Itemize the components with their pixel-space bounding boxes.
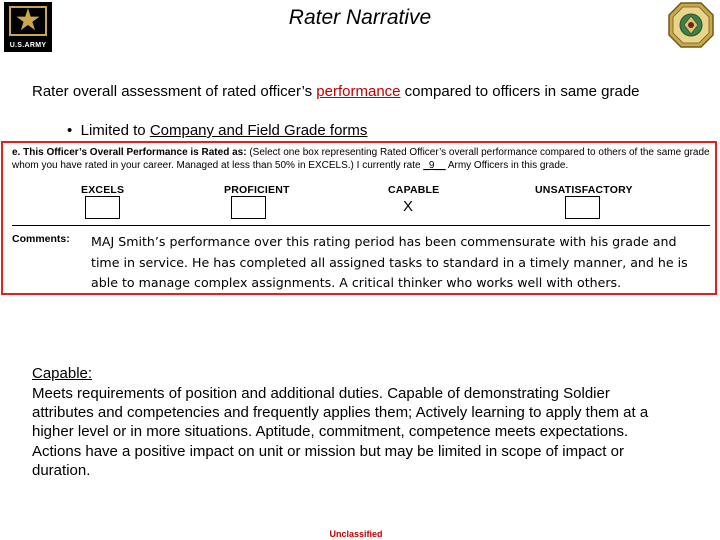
rating-label-excels: EXCELS — [81, 184, 125, 196]
page-title: Rater Narrative — [288, 6, 432, 29]
army-star-icon: ★ — [14, 3, 42, 38]
intro-text-before: Rater overall assessment of rated officer’s — [32, 83, 317, 100]
intro-highlight: performance — [316, 83, 401, 100]
form-instruction — [12, 147, 716, 172]
rating-checkbox-proficient[interactable] — [231, 196, 266, 219]
rating-checkbox-excels[interactable] — [85, 196, 120, 219]
rated-count: _9__ — [423, 159, 446, 171]
dod-seal-icon — [667, 1, 715, 49]
rating-checkbox-unsatisfactory[interactable] — [565, 196, 600, 219]
bullet-underlined-text: Company and Field Grade forms — [149, 122, 368, 139]
army-logo-text: U.S.ARMY — [9, 42, 47, 49]
comments-label: Comments: — [12, 233, 70, 245]
form-item-label: e. This Officer’s Overall Performance is Rated as: — [12, 147, 247, 158]
form-divider — [12, 225, 710, 226]
rating-mark-capable[interactable]: X — [402, 198, 413, 215]
bullet-symbol: • — [67, 122, 73, 139]
bullet-text: Limited to — [80, 122, 150, 139]
intro-text-after: compared to officers in same grade — [400, 83, 640, 100]
definition-heading: Capable: — [32, 365, 93, 382]
bullet-item — [67, 121, 367, 140]
rating-label-unsatisfactory: UNSATISFACTORY — [535, 184, 633, 196]
classification-marking: Unclassified — [329, 529, 383, 539]
form-instruction-end: Army Officers in this grade. — [447, 159, 569, 171]
rating-label-capable: CAPABLE — [388, 184, 440, 196]
definition-text: Meets requirements of position and additional duties. Capable of demonstrating Soldier attributes and competencies and frequently applies them; Actively learning to apply them at a higher level or in more situations. Aptitude, commitment, competence meets expectations. Actions have a positive impact on unit or mission but may be limited in scope of impact or duration. — [32, 385, 649, 479]
rating-label-proficient: PROFICIENT — [224, 184, 290, 196]
intro-text — [32, 82, 702, 101]
form-instruction-text: (Select one box representing Rated Officer’s overall performance compared to others of the same grade whom you have rated in your career. Managed at less than 50% in EXCELS.) I currently rate — [12, 147, 710, 171]
comments-text: MAJ Smith’s performance over this rating period has been commensurate with his grade and time in service. He has completed all assigned tasks to standard in a timely manner, and he is able to manage complex assignments. A critical thinker who works well with others. — [91, 234, 688, 290]
